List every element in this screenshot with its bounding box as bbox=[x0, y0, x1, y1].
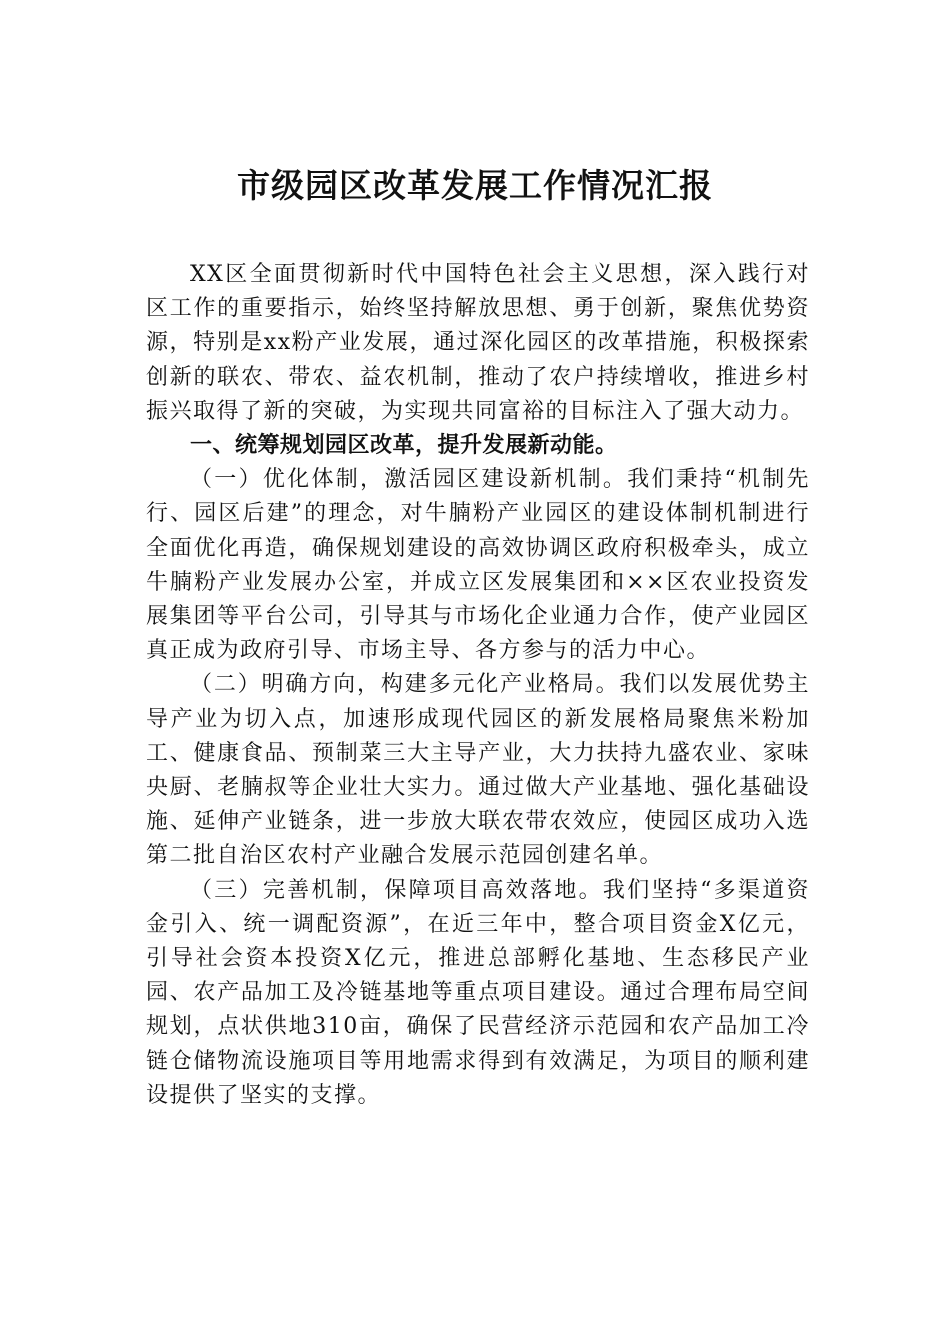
subsection-body-2: 我们以发展优势主导产业为切入点，加速形成现代园区的新发展格局聚焦米粉加工、健康食品、预制菜三大主导产业，大力扶持九盛农业、家味央厨、老腩叔等企业壮大实力。通过做大产业基地、强化基础设施、延伸产业链条，进一步放大联农带农效应，使园区成功入选第二批自治区农村产业融合发展示范园创建名单。 bbox=[146, 672, 810, 869]
section-heading: 一、统筹规划园区改革，提升发展新动能。 bbox=[190, 433, 618, 459]
intro-paragraph: XX区全面贯彻新时代中国特色社会主义思想，深入践行对区工作的重要指示，始终坚持解放思想、勇于创新，聚焦优势资源，特别是xx粉产业发展，通过深化园区的改革措施，积极探索创新的联农、带农、益农机制，推动了农户持续增收，推进乡村振兴取得了新的突破，为实现共同富裕的目标注入了强大动力。 bbox=[146, 262, 810, 424]
subsection-paragraph-3 bbox=[146, 874, 810, 1113]
subsection-body-1: 我们秉持“机制先行、园区后建”的理念，对牛腩粉产业园区的建设体制机制进行全面优化再造，确保规划建设的高效协调区政府积极牵头，成立牛腩粉产业发展办公室，并成立区发展集团和××区农业投资发展集团等平台公司，引导其与市场化企业通力合作，使产业园区真正成为政府引导、市场主导、各方参与的活力中心。 bbox=[146, 467, 810, 664]
subsection-lead-3: （三）完善机制，保障项目高效落地。 bbox=[190, 877, 603, 903]
subsection-paragraph-2 bbox=[146, 668, 810, 873]
subsection-paragraph-1 bbox=[146, 463, 810, 668]
subsection-lead-2: （二）明确方向，构建多元化产业格局。 bbox=[190, 672, 620, 698]
document-body bbox=[146, 258, 810, 1113]
document-title: 市级园区改革发展工作情况汇报 bbox=[237, 166, 713, 205]
subsection-body-3: 我们坚持“多渠道资金引入、统一调配资源”，在近三年中，整合项目资金X亿元，引导社会资本投资X亿元，推进总部孵化基地、生态移民产业园、农产品加工及冷链基地等重点项目建设。通过合理布局空间规划，点状供地310亩，确保了民营经济示范园和农产品加工冷链仓储物流设施项目等用地需求得到有效满足，为项目的顺利建设提供了坚实的支撑。 bbox=[146, 877, 810, 1108]
subsection-lead-1: （一）优化体制，激活园区建设新机制。 bbox=[190, 467, 628, 493]
